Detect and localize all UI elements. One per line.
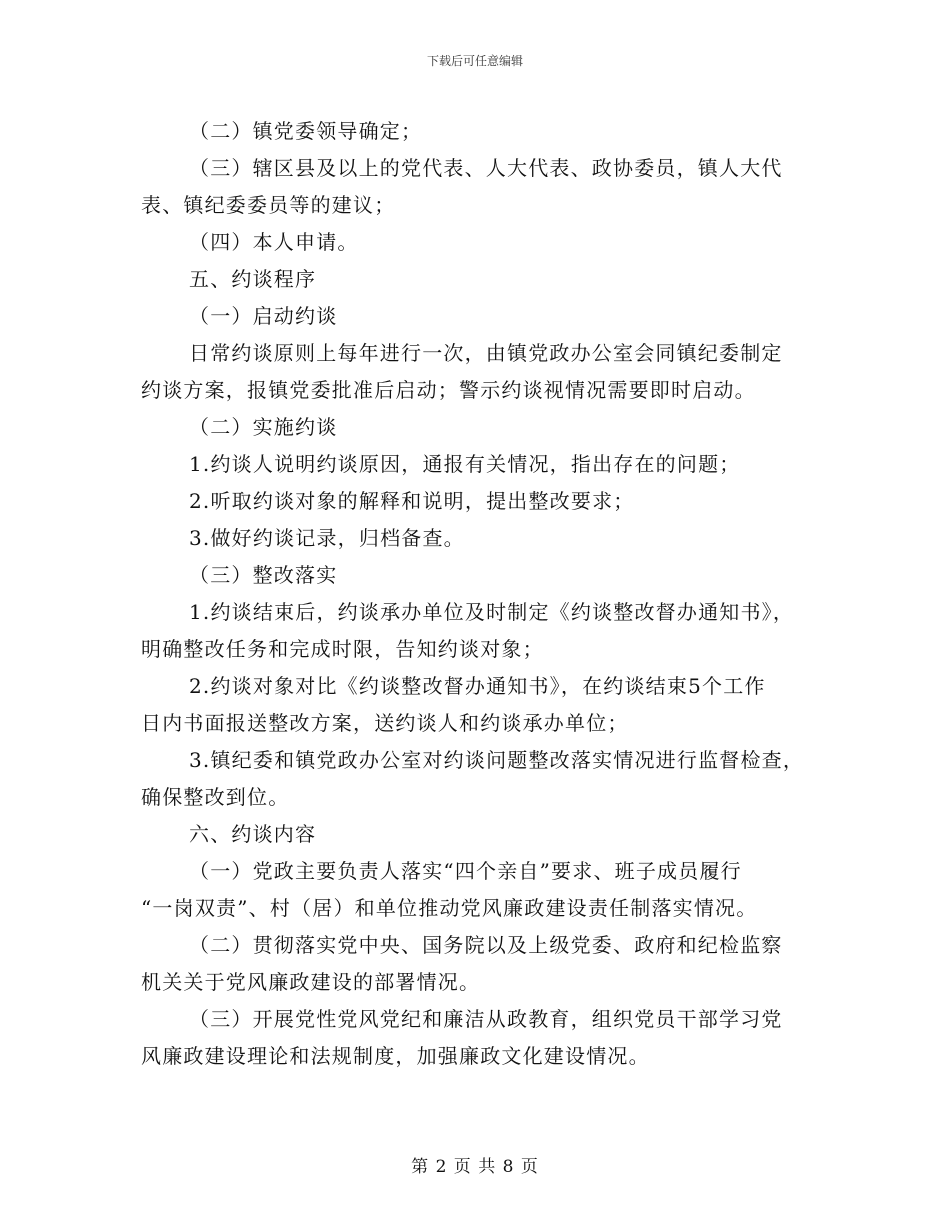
paragraph-line: 机关关于党风廉政建设的部署情况。 <box>141 970 481 994</box>
paragraph-line: 风廉政建设理论和法规制度，加强廉政文化建设情况。 <box>141 1044 650 1068</box>
paragraph-line: 日常约谈原则上每年进行一次，由镇党政办公室会同镇纪委制定 <box>189 341 783 365</box>
section-heading: 五、约谈程序 <box>189 267 317 291</box>
page-number: 第 2 页 共 8 页 <box>411 1157 539 1177</box>
paragraph-line: 确保整改到位。 <box>141 785 290 809</box>
list-item: 3.做好约谈记录，归档备查。 <box>189 526 465 550</box>
document-body <box>141 113 809 1075</box>
paragraph-line: （三）辖区县及以上的党代表、人大代表、政协委员，镇人大代 <box>189 156 783 180</box>
paragraph-line: （二）镇党委领导确定； <box>189 119 423 143</box>
list-item: 2.约谈对象对比《约谈整改督办通知书》，在约谈结束5个工作 <box>189 674 766 698</box>
paragraph-line: 明确整改任务和完成时限，告知约谈对象； <box>141 637 544 661</box>
paragraph-line: 日内书面报送整改方案，送约谈人和约谈承办单位； <box>141 711 629 735</box>
list-item: 2.听取约谈对象的解释和说明，提出整改要求； <box>189 489 635 513</box>
list-item: 1.约谈人说明约谈原因，通报有关情况，指出存在的问题； <box>189 452 741 476</box>
list-item: 1.约谈结束后，约谈承办单位及时制定《约谈整改督办通知书》， <box>189 600 795 624</box>
section-heading: 六、约谈内容 <box>189 822 317 846</box>
paragraph-line: （四）本人申请。 <box>189 230 359 254</box>
subsection-heading: （一）启动约谈 <box>189 304 338 328</box>
paragraph-line: “一岗双责”、村（居）和单位推动党风廉政建设责任制落实情况。 <box>141 896 758 920</box>
paragraph-line: （一）党政主要负责人落实“四个亲自”要求、班子成员履行 <box>189 859 742 883</box>
list-item: 3.镇纪委和镇党政办公室对约谈问题整改落实情况进行监督检查， <box>189 748 805 772</box>
subsection-heading: （三）整改落实 <box>189 563 338 587</box>
page-header: 下载后可任意编辑 <box>426 54 523 68</box>
paragraph-line: （二）贯彻落实党中央、国务院以及上级党委、政府和纪检监察 <box>189 933 783 957</box>
subsection-heading: （二）实施约谈 <box>189 415 338 439</box>
paragraph-line: 约谈方案，报镇党委批准后启动；警示约谈视情况需要即时启动。 <box>141 378 756 402</box>
paragraph-line: （三）开展党性党风党纪和廉洁从政教育，组织党员干部学习党 <box>189 1007 783 1031</box>
paragraph-line: 表、镇纪委委员等的建议； <box>141 193 396 217</box>
